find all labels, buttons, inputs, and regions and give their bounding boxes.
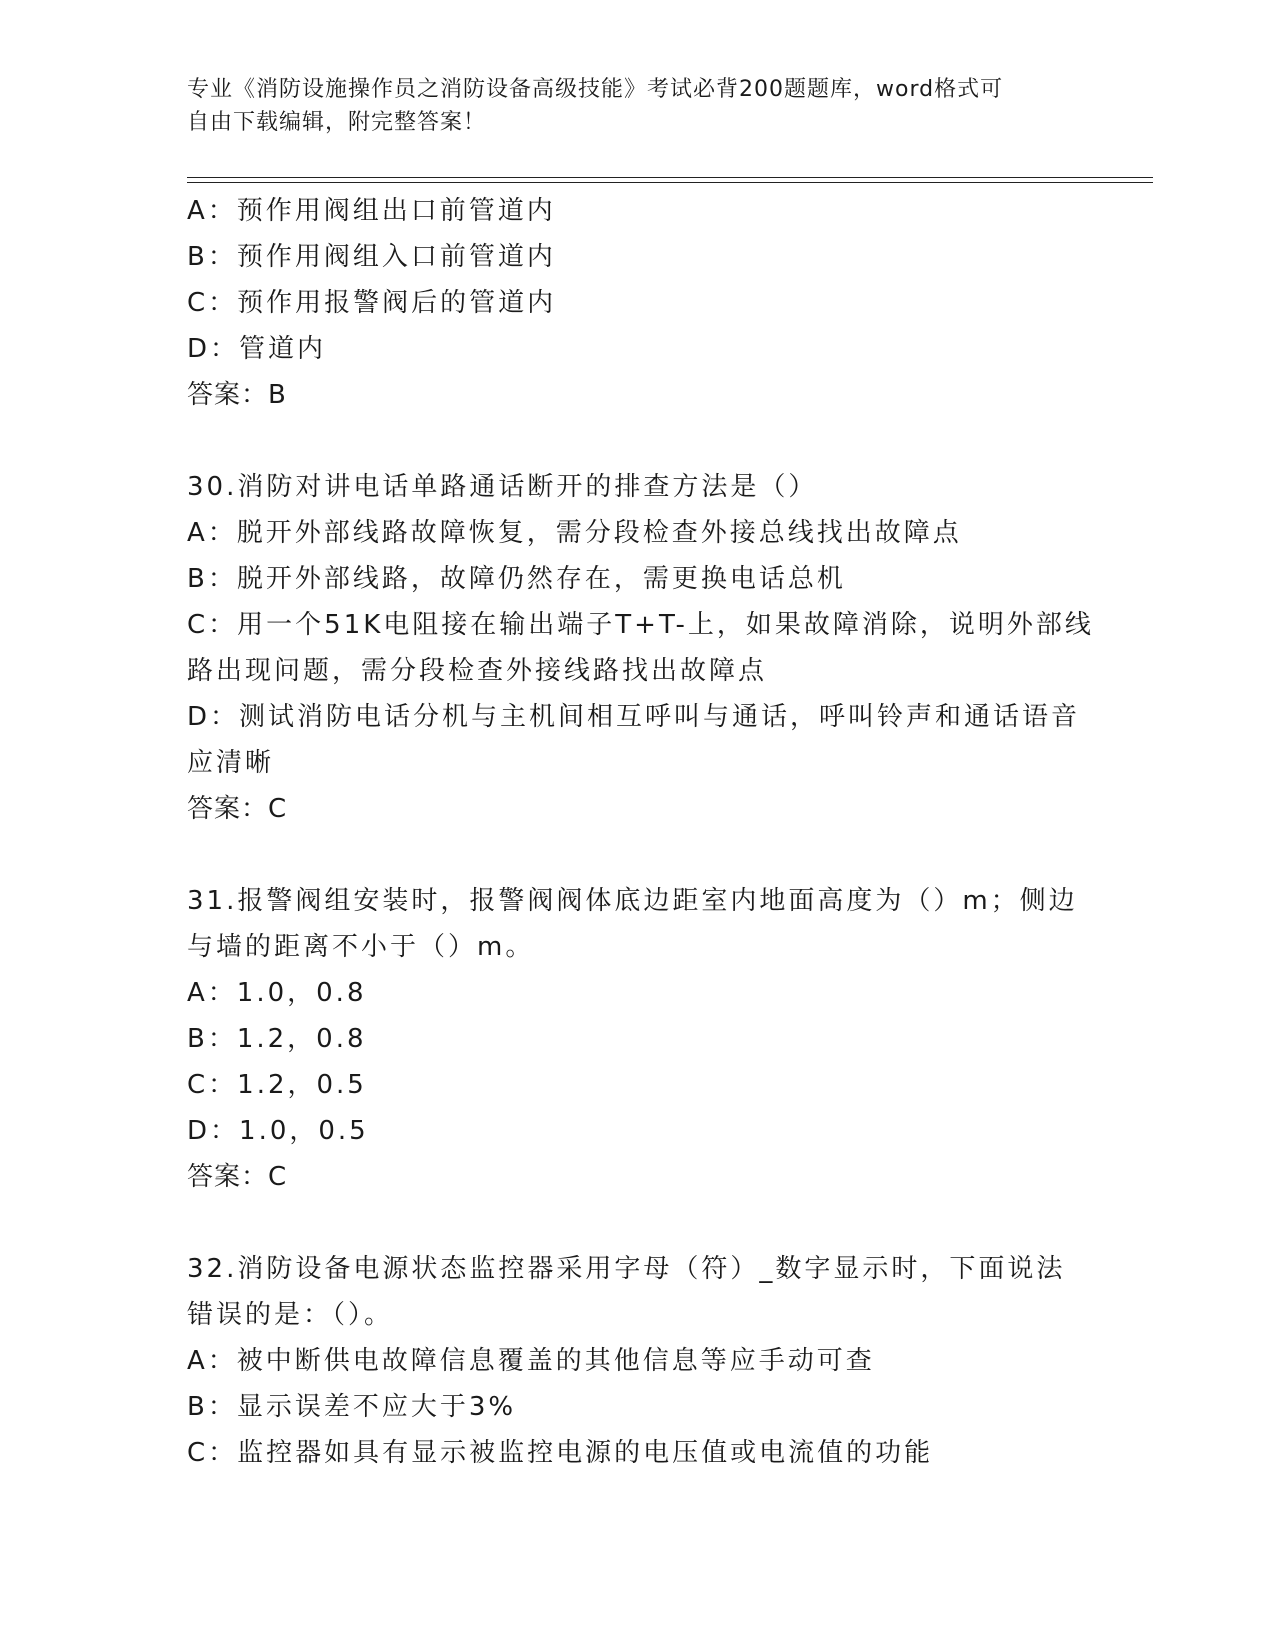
option-c: C：预作用报警阀后的管道内 xyxy=(187,288,557,318)
answer: 答案：C xyxy=(187,1162,288,1192)
option-b: B：显示误差不应大于3% xyxy=(187,1392,517,1422)
header-divider-top xyxy=(187,177,1153,178)
header-divider-bottom xyxy=(187,182,1153,183)
option-d-line-2: 应清晰 xyxy=(187,748,275,778)
option-a: A：预作用阀组出口前管道内 xyxy=(187,196,556,226)
option-c: C：监控器如具有显示被监控电源的电压值或电流值的功能 xyxy=(187,1438,934,1468)
question-stem: 30.消防对讲电话单路通话断开的排查方法是（） xyxy=(187,472,818,502)
question-stem-line-1: 32.消防设备电源状态监控器采用字母（符）_数字显示时，下面说法 xyxy=(187,1254,1066,1284)
question-29 xyxy=(187,188,1087,418)
option-b: B：预作用阀组入口前管道内 xyxy=(187,242,556,272)
option-c-line-2: 路出现问题，需分段检查外接线路找出故障点 xyxy=(187,656,768,686)
answer: 答案：C xyxy=(187,794,288,824)
option-b: B：脱开外部线路，故障仍然存在，需更换电话总机 xyxy=(187,564,846,594)
question-30 xyxy=(187,464,1094,832)
option-c-line-1: C：用一个51K电阻接在输出端子T+T-上，如果故障消除，说明外部线 xyxy=(187,610,1094,640)
answer: 答案：B xyxy=(187,380,287,410)
document-header xyxy=(187,73,1067,139)
question-31 xyxy=(187,878,1087,1200)
header-line-1: 专业《消防设施操作员之消防设备高级技能》考试必背200题题库，word格式可 xyxy=(187,77,1004,102)
spacer xyxy=(187,418,1087,464)
spacer xyxy=(187,1200,1087,1246)
question-stem-line-2: 与墙的距离不小于（）m。 xyxy=(187,932,535,962)
spacer xyxy=(187,832,1087,878)
option-a: A：1.0，0.8 xyxy=(187,978,367,1008)
question-stem-line-1: 31.报警阀组安装时，报警阀阀体底边距室内地面高度为（）m；侧边 xyxy=(187,886,1078,916)
header-line-2: 自由下载编辑，附完整答案！ xyxy=(187,110,487,135)
option-a: A：脱开外部线路故障恢复，需分段检查外接总线找出故障点 xyxy=(187,518,962,548)
option-c: C：1.2，0.5 xyxy=(187,1070,367,1100)
option-d: D：1.0，0.5 xyxy=(187,1116,369,1146)
question-list xyxy=(187,188,1094,1476)
question-32 xyxy=(187,1246,1087,1476)
option-d-line-1: D：测试消防电话分机与主机间相互呼叫与通话，呼叫铃声和通话语音 xyxy=(187,702,1081,732)
option-a: A：被中断供电故障信息覆盖的其他信息等应手动可查 xyxy=(187,1346,875,1376)
question-stem-line-2: 错误的是：（）。 xyxy=(187,1300,394,1330)
option-b: B：1.2，0.8 xyxy=(187,1024,367,1054)
option-d: D：管道内 xyxy=(187,334,327,364)
